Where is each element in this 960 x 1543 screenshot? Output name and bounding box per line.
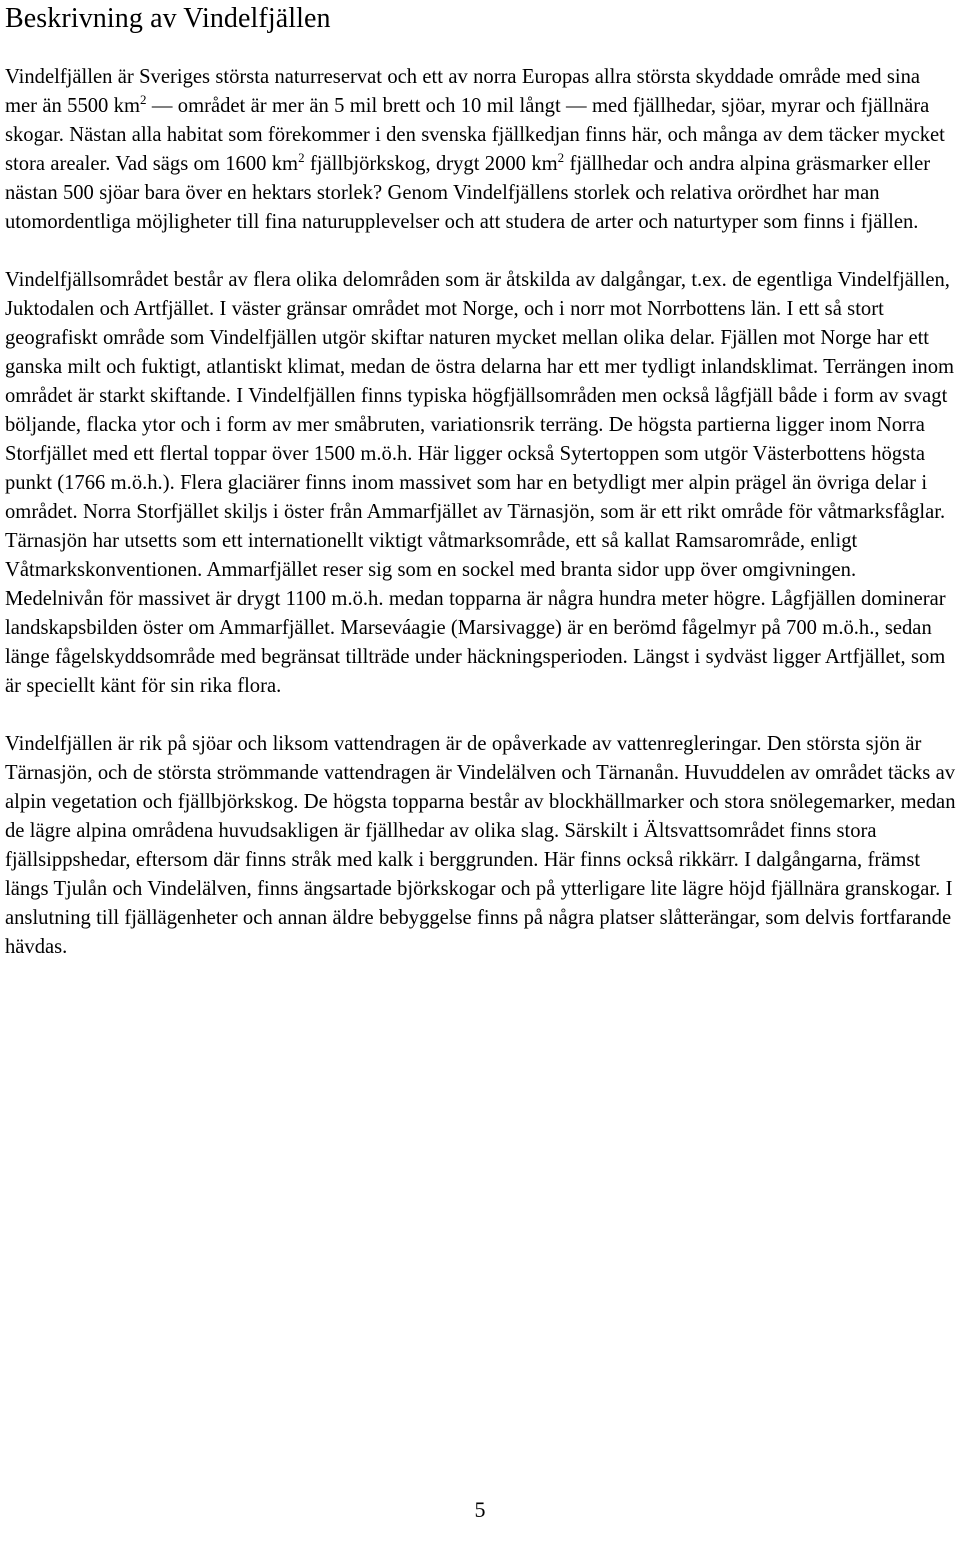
paragraph-intro-text-2: — området är mer än 5 mil brett och 10 mil långt — med fjällhedar, sjöar, myrar och fjällnära skogar. Nästan alla habitat som förekommer i den svenska fjällkedjan finns här, och många av dem täcker mycket stora arealer. Vad sägs om 1600 km [5, 95, 945, 175]
paragraph-intro [5, 63, 957, 237]
paragraph-intro-text-3: fjällbjörkskog, drygt 2000 km [304, 153, 558, 175]
paragraph-subareas: Vindelfjällsområdet består av flera olika delområden som är åtskilda av dalgångar, t.ex. de egentliga Vindelfjällen, Juktodalen och Artfjället. I väster gränsar området mot Norge, och i norr mot Norrbottens län. I ett så stort geografiskt område som Vindelfjällen utgör skiftar naturen mycket mellan olika delar. Fjällen mot Norge har ett ganska milt och fuktigt, atlantiskt klimat, medan de östra delarna har ett mer tydligt inlandsklimat. Terrängen inom området är starkt skiftande. I Vindelfjällen finns typiska högfjällsområden men också lågfjäll både i form av svagt böljande, flacka ytor och i form av mer småbruten, variationsrik terräng. De högsta partierna ligger inom Norra Storfjället med ett flertal toppar över 1500 m.ö.h. Här ligger också Sytertoppen som utgör Västerbottens högsta punkt (1766 m.ö.h.). Flera glaciärer finns inom massivet som har en betydligt mer alpin prägel än övriga delar i området. Norra Storfjället skiljs i öster från Ammarfjället av Tärnasjön, som är ett rikt område för våtmarksfåglar. Tärnasjön har utsetts som ett internationellt viktigt våtmarksområde, ett så kallat Ramsarområde, enligt Våtmarkskonventionen. Ammarfjället reser sig som en sockel med branta sidor upp över omgivningen. Medelnivån för massivet är drygt 1100 m.ö.h. medan topparna är några hundra meter högre. Lågfjällen dominerar landskapsbilden öster om Ammarfjället. Marseváagie (Marsivagge) är en berömd fågelmyr på 700 m.ö.h., sedan länge fågelskyddsområde med begränsat tillträde under häckningsperioden. Längst i sydväst ligger Artfjället, som är speciellt känt för sin rika flora. [5, 269, 955, 697]
superscript-2: 2 [298, 150, 305, 166]
superscript-2: 2 [557, 150, 565, 166]
superscript-2: 2 [140, 92, 147, 108]
paragraph-intro-text-1: Vindelfjällen är Sveriges största naturreservat och ett av norra Europas allra största skyddade område med sina mer än 5500 km [5, 66, 921, 117]
page-number: 5 [474, 1497, 486, 1522]
document-title: Beskrivning av Vindelfjällen [5, 3, 331, 34]
document-page [5, 0, 957, 962]
paragraph-lakes-vegetation: Vindelfjällen är rik på sjöar och liksom vattendragen är de opåverkade av vattenregleringar. Den största sjön är Tärnasjön, och de största strömmande vattendragen är Vindelälven och Tärnanån. Huvuddelen av området täcks av alpin vegetation och fjällbjörkskog. De högsta topparna består av blockhällmarker och stora snölegemarker, medan de lägre alpina områdena huvudsakligen är fjällhedar av olika slag. Särskilt i Ältsvattsområdet finns stora fjällsippshedar, eftersom där finns stråk med kalk i berggrunden. Här finns också rikkärr. I dalgångarna, främst längs Tjulån och Vindelälven, finns ängsartade björkskogar och på ytterligare lite lägre höjd fjällnära granskogar. I anslutning till fjällägenheter och annan äldre bebyggelse finns på några platser slåtterängar, som delvis fortfarande hävdas. [5, 733, 956, 958]
paragraph-intro-text-4: fjällhedar och andra alpina gräsmarker eller nästan 500 sjöar bara över en hektars storlek? Genom Vindelfjällens storlek och relativa orördhet har man utomordentliga möjligheter till fina naturupplevelser och att studera de arter och naturtyper som finns i fjällen. [5, 153, 931, 233]
